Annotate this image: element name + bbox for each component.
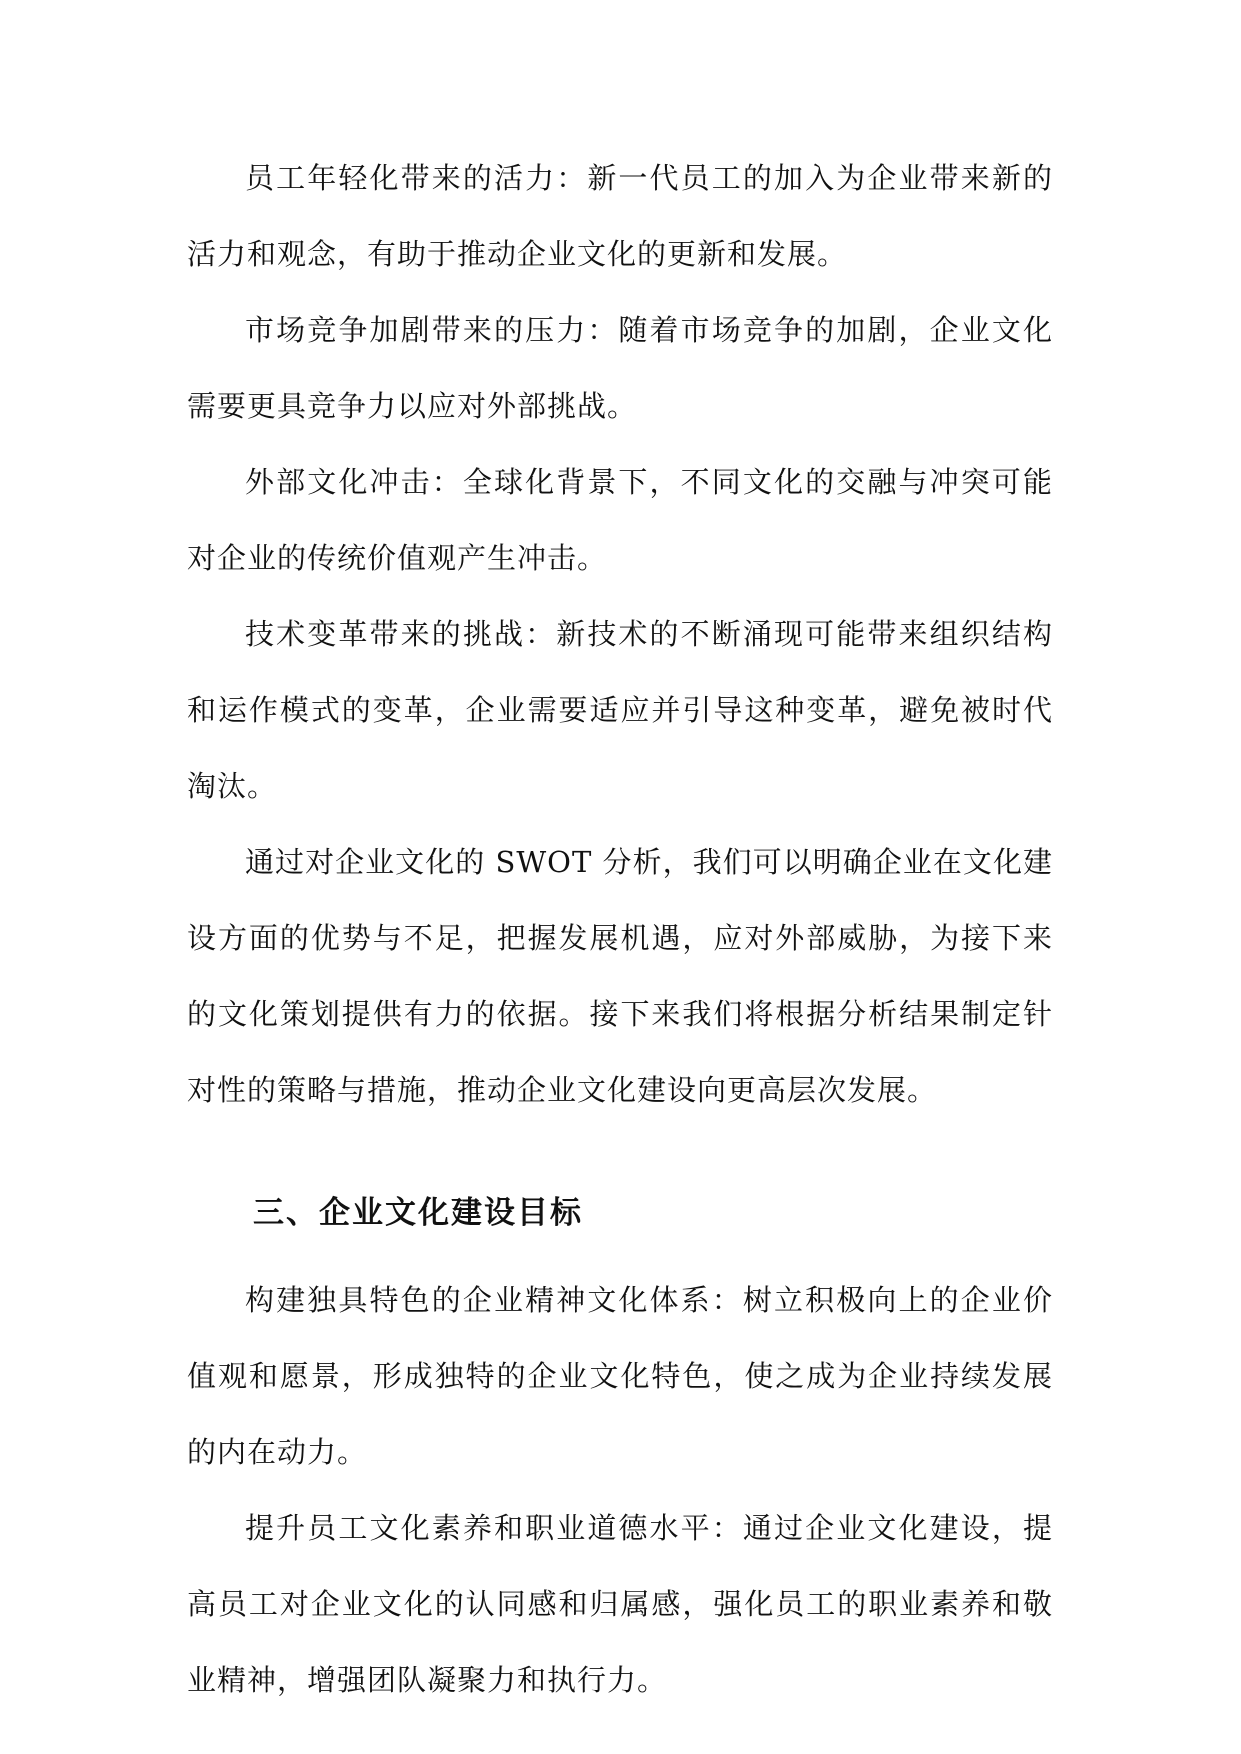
- paragraph-swot-summary: 通过对企业文化的 SWOT 分析，我们可以明确企业在文化建设方面的优势与不足，把握发展机遇，应对外部威胁，为接下来的文化策划提供有力的依据。接下来我们将根据分析结果制定针对性的策略与措施，推动企业文化建设向更高层次发展。: [187, 845, 1053, 1107]
- paragraph-youth-vitality: 员工年轻化带来的活力：新一代员工的加入为企业带来新的活力和观念，有助于推动企业文化的更新和发展。: [187, 161, 1053, 271]
- paragraph-external-culture: 外部文化冲击：全球化背景下，不同文化的交融与冲突可能对企业的传统价值观产生冲击。: [187, 465, 1053, 575]
- document-body: [187, 140, 1053, 1718]
- paragraph-market-pressure: 市场竞争加剧带来的压力：随着市场竞争的加剧，企业文化需要更具竞争力以应对外部挑战。: [187, 313, 1053, 423]
- paragraph-tech-change: 技术变革带来的挑战：新技术的不断涌现可能带来组织结构和运作模式的变革，企业需要适应并引导这种变革，避免被时代淘汰。: [187, 617, 1053, 803]
- paragraph-spirit-culture: 构建独具特色的企业精神文化体系：树立积极向上的企业价值观和愿景，形成独特的企业文化特色，使之成为企业持续发展的内在动力。: [187, 1283, 1053, 1469]
- section-heading: 三、企业文化建设目标: [253, 1195, 583, 1231]
- paragraph-employee-ethics: 提升员工文化素养和职业道德水平：通过企业文化建设，提高员工对企业文化的认同感和归属感，强化员工的职业素养和敬业精神，增强团队凝聚力和执行力。: [187, 1511, 1053, 1697]
